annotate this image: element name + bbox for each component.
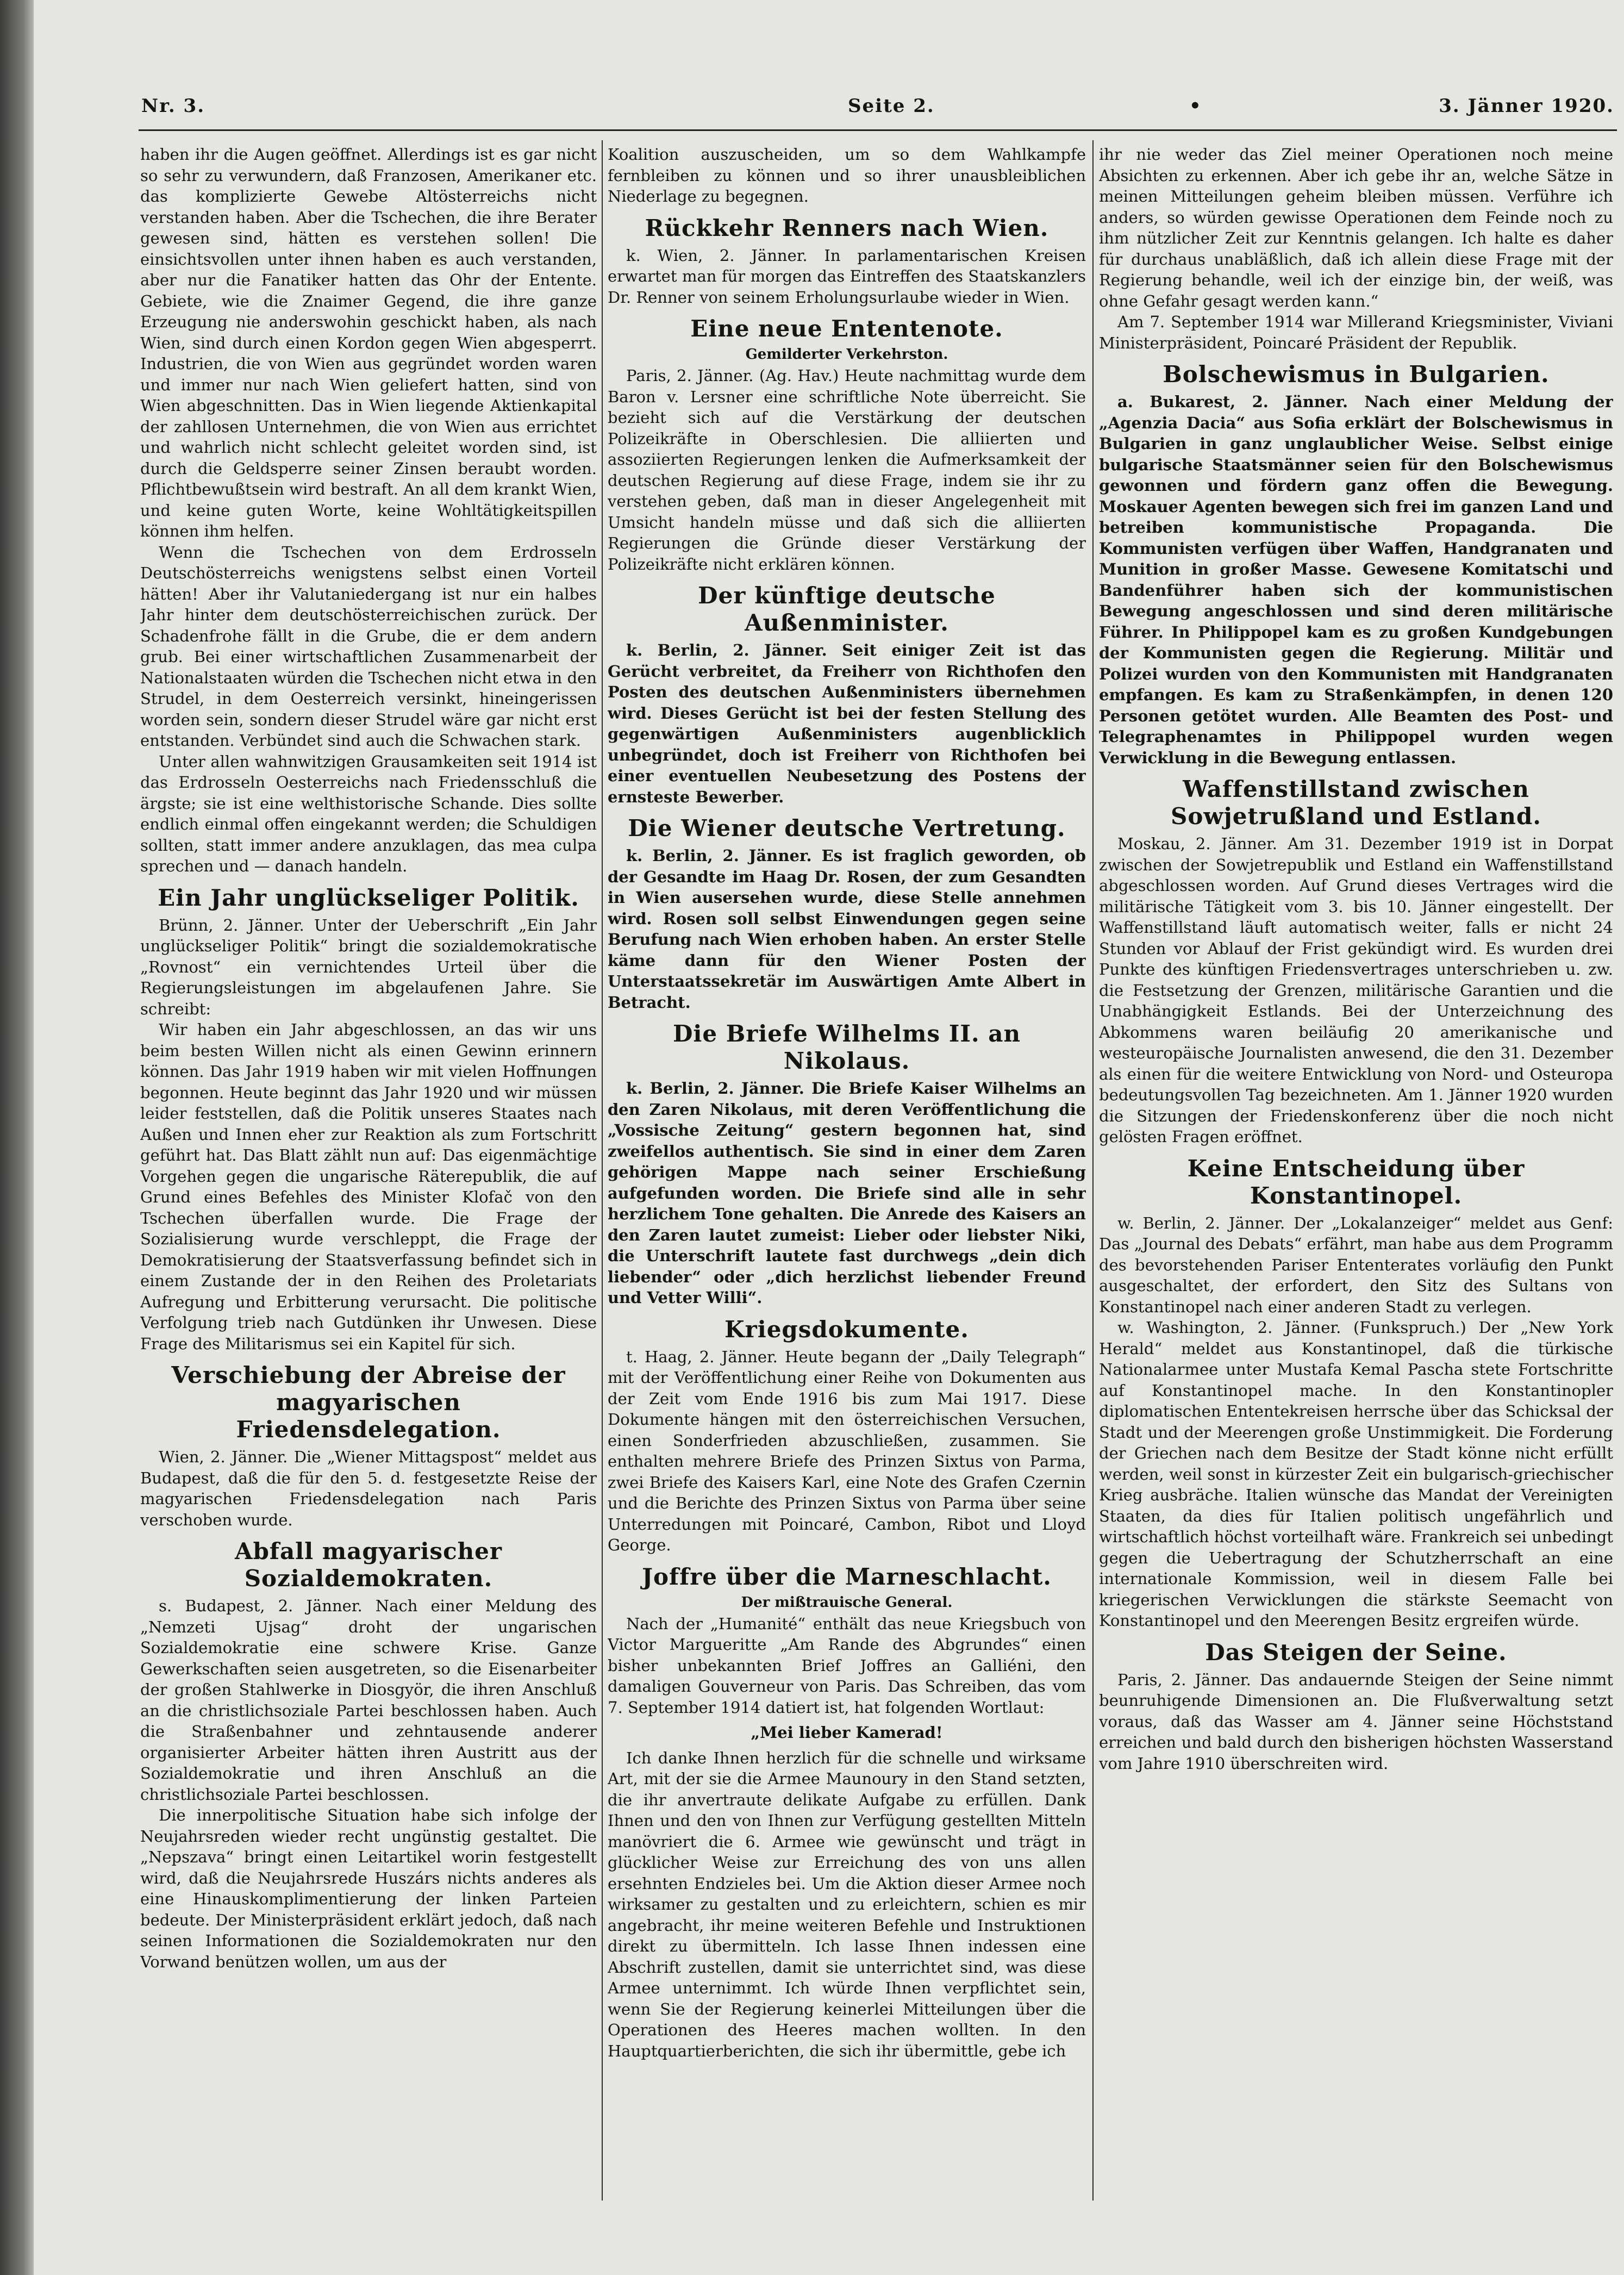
headline-jahr-politik: Ein Jahr unglückseliger Politik. bbox=[158, 884, 579, 911]
article-paragraph: Ich danke Ihnen herzlich für die schnelle und wirksame Art, mit der sie die Armee Maunoury in den Stand setzten, die ihr anvertraute delikate Aufgabe zu erfüllen. Dank Ihnen und den von Ihnen zur Verfügung gestellten Mitteln manövriert die 6. Armee wie gewünscht und trägt in glücklicher Weise zur Erreichung des von uns allen ersehnten Endzieles bei. Um die Aktion dieser Armee noch wirksamer zu gestalten und zu erleichtern, schien es mir angebracht, ihr meine weiteren Befehle und Instruktionen direkt zu übermitteln. Ich lasse Ihnen indessen eine Abschrift zustellen, damit sie unterrichtet sind, was diese Armee unternimmt. Ich würde Ihnen verpflichtet sein, wenn Sie der Regierung keinerlei Mitteilungen über die Operationen des Heeres machen wollten. In den Hauptquartierberichten, die sich ihr übermittle, gebe ich bbox=[608, 1748, 1086, 2060]
article-paragraph: Moskau, 2. Jänner. Am 31. Dezember 1919 ist in Dorpat zwischen der Sowjetrepublik und Estland ein Waffenstillstand abgeschlossen worden. Auf Grund dieses Vertrages wird die militärische Tätigkeit vom 3. bis 10. Jänner eingestellt. Der Waffenstillstand läuft automatisch weiter, falls er nicht 24 Stunden vor Ablauf der Frist gekündigt wird. Es wurden drei Punkte des künftigen Friedensvertrages unterschrieben u. zw. die Festsetzung der Grenzen, militärische Garantien und die Unabhängigkeit Estlands. Bei der Unterzeichnung des Abkommens waren beiläufig 20 amerikanische und westeuropäische Journalisten anwesend, die den 31. Dezember als einen für die weitere Entwicklung von Nord- und Osteuropa bedeutungsvollen Tag bezeichneten. Am 1. Jänner 1920 wurden die Sitzungen der Friedenskonferenz über die noch nicht gelösten Fragen eröffnet. bbox=[1099, 834, 1613, 1146]
article-paragraph: k. Berlin, 2. Jänner. Seit einiger Zeit ist das Gerücht verbreitet, da Freiherr von Richthofen den Posten des deutschen Außenministers übernehmen wird. Dieses Gerücht ist bei der festen Stellung des gegenwärtigen Außenministers augenblicklich unbegründet, doch ist Freiherr von Richthofen bei einer eventuellen Neubesetzung des Postens der ernsteste Bewerber. bbox=[608, 641, 1086, 806]
article-paragraph: Nach der „Humanité“ enthält das neue Kriegsbuch von Victor Margueritte „Am Rande des Abgrundes“ einen bisher unbekannten Brief Joffres an Galliéni, den damaligen Gouverneur von Paris. Das Schreiben, das vom 7. September 1914 datiert ist, hat folgenden Wortlaut: bbox=[608, 1614, 1086, 1717]
headline-konstantinopel: Keine Entscheidung über Konstantinopel. bbox=[1187, 1155, 1525, 1209]
headline-kriegsdokumente: Kriegsdokumente. bbox=[724, 1316, 969, 1343]
headline-aussenminister: Der künftige deutsche Außenminister. bbox=[698, 582, 996, 636]
article-paragraph: Brünn, 2. Jänner. Unter der Ueberschrift „Ein Jahr unglückseliger Politik“ bringt die sozialdemokratische „Rovnost“ ein vernichtendes Urteil über die Regierungsleistungen im abgelaufenen Jahre. Sie schreibt: bbox=[140, 915, 597, 1018]
article-paragraph: Wir haben ein Jahr abgeschlossen, an das wir uns beim besten Willen nicht als einen Gewinn erinnern können. Das Jahr 1919 haben wir mit vielen Hoffnungen begonnen. Heute beginnt das Jahr 1920 und wir müssen leider feststellen, daß die Politik unseres Staates nach Außen und Innen eher zur Reaktion als zum Fortschritt geführt hat. Das Blatt zählt nun auf: Das eigenmächtige Vorgehen gegen die ungarische Räterepublik, die auf Grund eines Befehles des Minister Klofač von den Tschechen überfallen wurde. Die Frage der Sozialisierung wurde verschleppt, die Frage der Demokratisierung der Staatsverfassung befindet sich in einem Zustande der in den Reihen des Proletariats Aufregung und Erbitterung verursacht. Die politische Verfolgung trieb nach Gutdünken ihr Unwesen. Diese Frage des Militarismus sei ein Kapitel für sich. bbox=[140, 1020, 597, 1353]
column-rule-2 bbox=[1092, 140, 1094, 2201]
letter-salutation: „Mei lieber Kamerad! bbox=[751, 1723, 943, 1742]
article-paragraph: Koalition auszuscheiden, um so dem Wahlkampfe fernbleiben zu können und so ihrer unausbleiblichen Niederlage zu begegnen. bbox=[608, 145, 1086, 205]
headline-bolschewismus-bulgarien: Bolschewismus in Bulgarien. bbox=[1163, 361, 1550, 388]
subheadline-general: Der mißtrauische General. bbox=[741, 1594, 953, 1611]
article-paragraph: s. Budapest, 2. Jänner. Nach einer Meldung des „Nemzeti Ujsag“ droht der ungarischen Sozialdemokratie eine schwere Krise. Ganze Gewerkschaften seien ausgetreten, so die Eisenarbeiter der großen Stahlwerke in Diosgyör, die ihren Anschluß an die christlichsoziale Partei beschlossen haben. Auch die Straßenbahner und zehntausende anderer organisierter Arbeiter hätten ihren Austritt aus der Sozialdemokratie und ihren Anschluß an die christlichsoziale Partei beschlossen. bbox=[140, 1597, 597, 1804]
headline-rueckkehr-renners: Rückkehr Renners nach Wien. bbox=[645, 214, 1049, 241]
headline-waffenstillstand: Waffenstillstand zwischen Sowjetrußland und Estland. bbox=[1171, 776, 1541, 830]
header-rule bbox=[139, 129, 1617, 131]
column-3 bbox=[1099, 144, 1613, 2253]
headline-ententenote: Eine neue Ententenote. bbox=[690, 315, 1003, 342]
issue-number: Nr. 3. bbox=[141, 95, 205, 117]
page-header bbox=[141, 95, 1614, 128]
page-gutter-shadow bbox=[0, 0, 34, 2275]
issue-date: 3. Jänner 1920. bbox=[1439, 95, 1614, 117]
header-bullet: • bbox=[1189, 95, 1202, 117]
article-paragraph: Paris, 2. Jänner. (Ag. Hav.) Heute nachmittag wurde dem Baron v. Lersner eine schriftliche Note überreicht. Sie bezieht sich auf die Verstärkung der deutschen Polizeikräfte in Oberschlesien. Die alliierten und assoziierten Regierungen lenken die Aufmerksamkeit der deutschen Regierung auf diese Frage, indem sie ihr zu verstehen geben, daß man in dieser Angelegenheit mit Umsicht handeln müsse und daß sich die alliierten Regierungen die Gründe dieser Verstärkung der Polizeikräfte nicht erklären können. bbox=[608, 366, 1086, 574]
headline-briefe-wilhelms: Die Briefe Wilhelms II. an Nikolaus. bbox=[673, 1020, 1021, 1074]
article-paragraph: a. Bukarest, 2. Jänner. Nach einer Meldung der „Agenzia Dacia“ aus Sofia erklärt der Bolschewismus in Bulgarien in ganz unglaublicher Weise. Selbst einige bulgarische Staatsmänner seien für den Bolschewismus gewonnen und fördern ganz offen die Bewegung. Moskauer Agenten bewegen sich frei im ganzen Land und betreiben kommunistische Propaganda. Die Kommunisten verfügen über Waffen, Handgranaten und Munition in großer Masse. Gewesene Komitatschi und Bandenführer haben sich der kommunistischen Bewegung angeschlossen und sind deren militärische Führer. In Philippopel kam es zu großen Kundgebungen der Kommunisten gegen die Regierung. Militär und Polizei wurden von den Kommunisten mit Handgranaten empfangen. Es kam zu Straßenkämpfen, in denen 120 Personen getötet wurden. Alle Beamten des Post- und Telegraphenamtes in Philippopel wurden wegen Verwicklung in die Bewegung entlassen. bbox=[1099, 392, 1613, 767]
page-number: Seite 2. bbox=[848, 95, 935, 117]
column-1 bbox=[140, 144, 597, 2253]
headline-joffre-marneschlacht: Joffre über die Marneschlacht. bbox=[642, 1563, 1052, 1590]
article-paragraph: k. Berlin, 2. Jänner. Es ist fraglich geworden, ob der Gesandte im Haag Dr. Rosen, der zum Gesandten in Wien ausersehen wurde, diese Stelle annehmen wird. Rosen soll selbst Einwendungen gegen seine Berufung nach Wien erhoben haben. An erster Stelle käme dann für den Wiener Posten der Unterstaatssekretär im Auswärtigen Amte Albert in Betracht. bbox=[608, 846, 1086, 1012]
article-paragraph: Paris, 2. Jänner. Das andauernde Steigen der Seine nimmt beunruhigende Dimensionen an. Die Flußverwaltung setzt voraus, daß das Wasser am 4. Jänner seine Höchststand erreichen und bald durch den bisherigen höchsten Wasserstand vom Jahre 1910 überschreiten wird. bbox=[1099, 1670, 1613, 1773]
headline-abfall-sozialdemokraten: Abfall magyarischer Sozialdemokraten. bbox=[234, 1538, 503, 1592]
article-paragraph: Wien, 2. Jänner. Die „Wiener Mittagspost“ meldet aus Budapest, daß die für den 5. d. festgesetzte Reise der magyarischen Friedensdelegation nach Paris verschoben wurde. bbox=[140, 1448, 597, 1529]
column-2 bbox=[608, 144, 1086, 2253]
column-rule-1 bbox=[602, 140, 603, 2201]
headline-steigen-seine: Das Steigen der Seine. bbox=[1205, 1638, 1507, 1666]
article-paragraph: t. Haag, 2. Jänner. Heute begann der „Daily Telegraph“ mit der Veröffentlichung einer Reihe von Dokumenten aus der Zeit vom Ende 1916 bis zum Mai 1917. Diese Dokumente hängen mit den österreichischen Versuchen, einen Sonderfrieden abzuschließen, zusammen. Sie enthalten mehrere Briefe des Prinzen Sixtus von Parma, zwei Briefe des Kaisers Karl, eine Note des Grafen Czernin und die Berichte des Prinzen Sixtus von Parma über seine Unterredungen mit Poincaré, Cambon, Ribot und Lloyd George. bbox=[608, 1347, 1086, 1554]
article-paragraph: w. Berlin, 2. Jänner. Der „Lokalanzeiger“ meldet aus Genf: Das „Journal des Debats“ erfährt, man habe aus dem Programm des bevorstehenden Pariser Ententerates vorläufig den Punkt ausgeschaltet, der erfordert, den Sitz des Sultans von Konstantinopel nach einer anderen Stadt zu verlegen. bbox=[1099, 1213, 1613, 1316]
headline-wiener-vertretung: Die Wiener deutsche Vertretung. bbox=[628, 815, 1066, 842]
article-paragraph: k. Berlin, 2. Jänner. Die Briefe Kaiser Wilhelms an den Zaren Nikolaus, mit deren Veröffentlichung die „Vossische Zeitung“ gestern begonnen hat, sind zweifellos authentisch. Sie sind in einer dem Zaren gehörigen Mappe nach seiner Erschießung aufgefunden worden. Die Briefe sind alle in sehr herzlichem Tone gehalten. Die Anrede des Kaisers an den Zaren lautet zumeist: Lieber oder liebster Niki, die Unterschrift lautete fast durchwegs „dein dich liebender“ oder „dich herzlichst liebender Freund und Vetter Willi“. bbox=[608, 1079, 1086, 1307]
headline-verschiebung-abreise: Verschiebung der Abreise der magyarischen Friedensdelegation. bbox=[171, 1362, 566, 1443]
article-paragraph: haben ihr die Augen geöffnet. Allerdings ist es gar nicht so sehr zu verwundern, daß Franzosen, Amerikaner etc. das komplizierte Gewebe Altösterreichs nicht verstanden haben. Aber die Tschechen, die ihre Berater gewesen sind, hätten es verstehen sollen! Die einsichtsvollen unter ihnen haben es auch verstanden, aber nur die Fanatiker hatten das Ohr der Entente. Gebiete, wie die Znaimer Gegend, die ihre ganze Erzeugung nie anderswohin geschickt haben, als nach Wien, sind durch einen Kordon gegen Wien abgesperrt. Industrien, die von Wien aus gegründet worden waren und immer nur nach Wien geliefert hatten, sind von Wien abgeschnitten. Das in Wien liegende Aktienkapital der zahllosen Unternehmen, die von Wien aus errichtet und wahrlich nicht schlecht geleitet worden sind, ist durch die Geldsperre seiner Zinsen beraubt worden. Pflichtbewußtsein wird bestraft. An all dem krankt Wien, und keine guten Worte, keine Wohltätigkeitspillen können ihm helfen. bbox=[140, 145, 597, 540]
article-paragraph: ihr nie weder das Ziel meiner Operationen noch meine Absichten zu erkennen. Aber ich gebe ihr an, welche Sätze in meinen Mitteilungen geheim bleiben müssen. Verführe ich anders, so würden gewisse Operationen dem Feinde noch zu ihm nützlicher Zeit zur Kenntnis gelangen. Ich halte es daher für durchaus unabläßlich, daß ich allein diese Frage mit der Regierung behandle, weil ich der einzige bin, der weiß, was ohne Gefahr gesagt werden kann.“ bbox=[1099, 145, 1613, 310]
article-paragraph: Unter allen wahnwitzigen Grausamkeiten seit 1914 ist das Erdrosseln Oesterreichs nach Friedensschluß die ärgste; sie ist eine welthistorische Schande. Dies sollte endlich einmal offen eingekannt werden; die Schuldigen sollten, statt immer andere anzuklagen, das mea culpa sprechen und — danach handeln. bbox=[140, 752, 597, 875]
article-paragraph: k. Wien, 2. Jänner. In parlamentarischen Kreisen erwartet man für morgen das Eintreffen des Staatskanzlers Dr. Renner von seinem Erholungsurlaube wieder in Wien. bbox=[608, 246, 1086, 307]
article-paragraph: Die innerpolitische Situation habe sich infolge der Neujahrsreden wieder recht ungünstig gestaltet. Die „Nepszava“ bringt einen Leitartikel worin festgestellt wird, daß die Neujahrsrede Huszárs nichts anderes als eine Hinauskomplimentierung der linken Parteien bedeute. Der Ministerpräsident erklärt jedoch, daß nach seinen Informationen die Sozialdemokraten nur den Vorwand benützen wollen, um aus der bbox=[140, 1806, 597, 1971]
article-paragraph: Am 7. September 1914 war Millerand Kriegsminister, Viviani Ministerpräsident, Poincaré Präsident der Republik. bbox=[1099, 313, 1613, 352]
article-paragraph: w. Washington, 2. Jänner. (Funkspruch.) Der „New York Herald“ meldet aus Konstantinopel, daß die türkische Nationalarmee unter Mustafa Kemal Pascha stete Fortschritte auf Konstantinopel mache. In den Konstantinopler diplomatischen Ententekreisen herrsche über das Schicksal der Stadt und der Meerengen große Unstimmigkeit. Die Forderung der Griechen nach dem Besitze der Stadt könne nicht erfüllt werden, weil sonst in kürzester Zeit ein bulgarisch-griechischer Krieg ausbräche. Italien wünsche das Mandat der Vereinigten Staaten, da dies für Italien politisch ungefährlich und wirtschaftlich höchst vorteilhaft wäre. Frankreich sei unbedingt gegen die Uebertragung der Schutzherrschaft an eine internationale Kommission, weil in diesem Falle bei kriegerischen Verwicklungen die stärkste Seemacht von Konstantinopel und den Meerengen Besitz ergreifen würde. bbox=[1099, 1318, 1613, 1630]
subheadline-verkehrston: Gemilderter Verkehrston. bbox=[745, 346, 948, 363]
article-paragraph: Wenn die Tschechen von dem Erdrosseln Deutschösterreichs wenigstens selbst einen Vorteil hätten! Aber ihr Valutaniedergang ist nur ein halbes Jahr hinter dem deutschösterreichischen zurück. Der Schadenfrohe fällt in die Grube, die er dem andern grub. Bei einer wirtschaftlichen Zusammenarbeit der Nationalstaaten würden die Tschechen nicht etwa in den Strudel, in dem Oesterreich versinkt, hineingerissen worden sein, sondern dieser Strudel wäre gar nicht erst entstanden. Verbündet sind auch die Schwachen stark. bbox=[140, 543, 597, 750]
